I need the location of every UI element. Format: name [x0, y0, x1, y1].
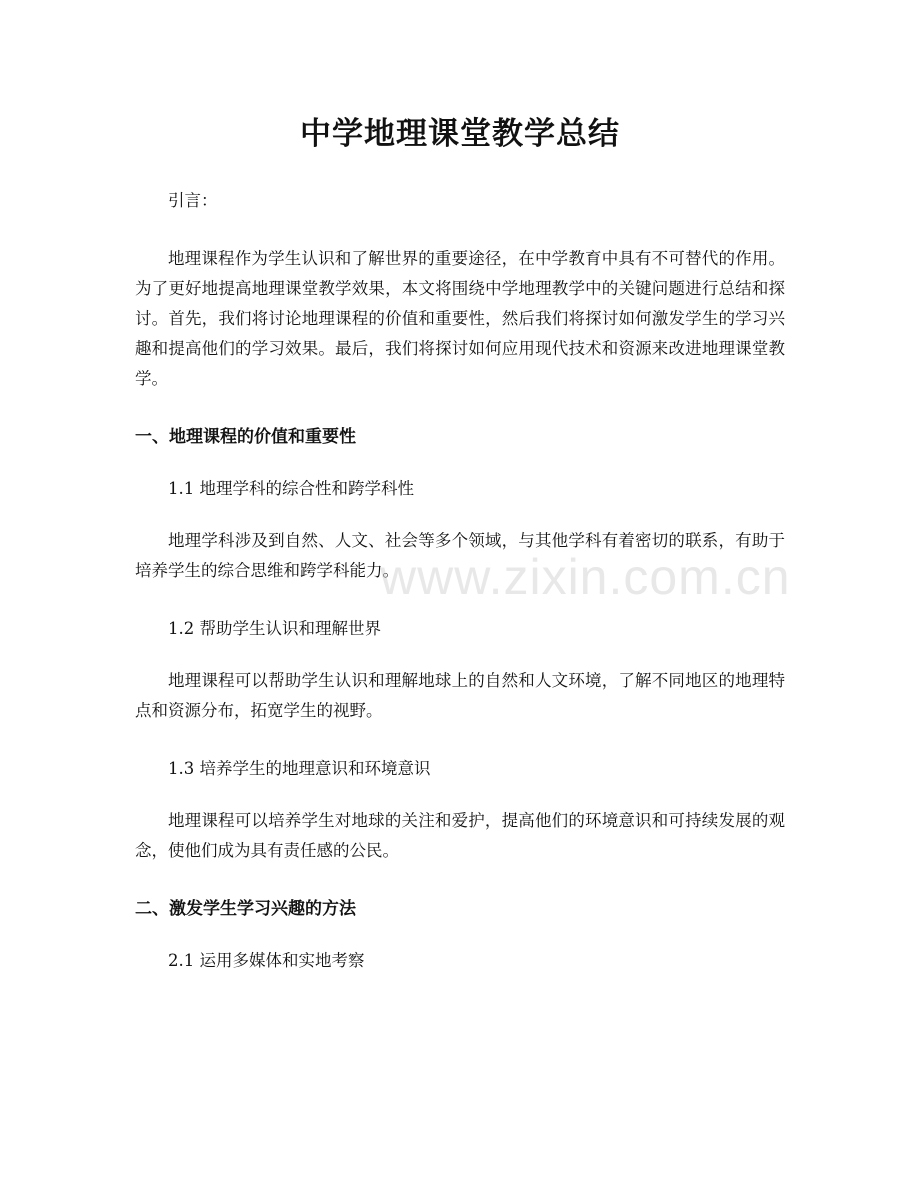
intro-paragraph: 地理课程作为学生认识和了解世界的重要途径，在中学教育中具有不可替代的作用。为了更好地提高地理课堂教学效果，本文将围绕中学地理教学中的关键问题进行总结和探讨。首先，我们将讨论地理课程的价值和重要性，然后我们将探讨如何激发学生的学习兴趣和提高他们的学习效果。最后，我们将探讨如何应用现代技术和资源来改进地理课堂教学。 — [135, 249, 785, 388]
subsection-1-3-text: 地理课程可以培养学生对地球的关注和爱护，提高他们的环境意识和可持续发展的观念，使他们成为具有责任感的公民。 — [135, 811, 785, 860]
document-body — [135, 186, 785, 998]
subsection-1-2-text: 地理课程可以帮助学生认识和理解地球上的自然和人文环境，了解不同地区的地理特点和资源分布，拓宽学生的视野。 — [135, 671, 785, 720]
subsection-1-3-heading: 1.3 培养学生的地理意识和环境意识 — [168, 759, 431, 778]
subsection-2-1-heading: 2.1 运用多媒体和实地考察 — [168, 951, 365, 970]
section-1-heading: 一、地理课程的价值和重要性 — [135, 427, 356, 447]
subsection-1-2-heading: 1.2 帮助学生认识和理解世界 — [168, 619, 381, 638]
subsection-1-1-text: 地理学科涉及到自然、人文、社会等多个领域，与其他学科有着密切的联系，有助于培养学生的综合思维和跨学科能力。 — [135, 531, 785, 580]
subsection-1-1-heading: 1.1 地理学科的综合性和跨学科性 — [168, 479, 414, 498]
document-title: 中学地理课堂教学总结 — [300, 116, 620, 152]
watermark: www.zixin.com.cn — [380, 549, 791, 605]
intro-label: 引言： — [168, 191, 218, 210]
section-2-heading: 二、激发学生学习兴趣的方法 — [135, 899, 356, 919]
